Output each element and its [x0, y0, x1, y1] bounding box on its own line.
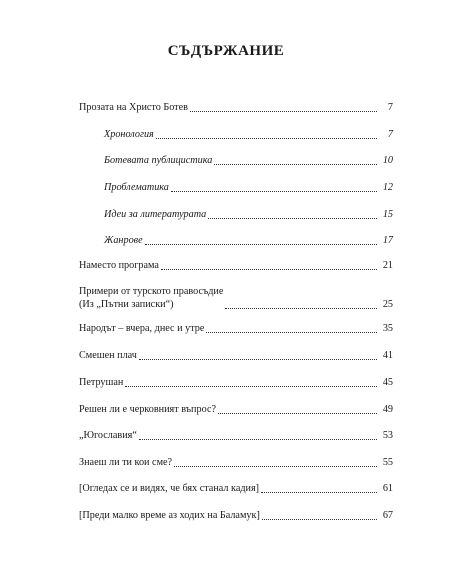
toc-entry[interactable]: [79, 285, 393, 311]
toc-page-number: 49: [382, 404, 393, 415]
dot-leader: [139, 358, 377, 360]
toc-page-number: 35: [382, 323, 393, 334]
dot-leader: [145, 243, 377, 245]
toc-page-number: 7: [387, 129, 393, 140]
toc-entry[interactable]: [79, 509, 393, 522]
toc-entry[interactable]: [79, 456, 393, 469]
toc-page-number: 55: [382, 457, 393, 468]
toc-entry-title: [Огледах се и видях, че бях станал кадия]: [79, 483, 260, 494]
dot-leader: [225, 307, 377, 309]
toc-entry-title: Проблематика: [104, 182, 169, 193]
toc-entry-title: Решен ли е черковният въпрос?: [79, 404, 216, 415]
toc-page-number: 15: [382, 209, 393, 220]
toc-entry[interactable]: [79, 101, 393, 114]
dot-leader: [262, 518, 377, 520]
toc-entry-title: Петрушан: [79, 377, 124, 388]
toc-entry[interactable]: [79, 403, 393, 416]
toc-subentry[interactable]: [104, 128, 393, 141]
toc-entry[interactable]: [79, 349, 393, 362]
dot-leader: [208, 217, 377, 219]
toc-page-number: 10: [382, 155, 393, 166]
dot-leader: [139, 438, 377, 440]
toc-entry[interactable]: [79, 259, 393, 272]
dot-leader: [161, 268, 377, 270]
dot-leader: [190, 110, 377, 112]
toc-subentry[interactable]: [104, 181, 393, 194]
toc-entry-title: Хронология: [104, 129, 154, 140]
toc-entry-title: Идеи за литературата: [104, 209, 207, 220]
toc-entry-title: „Югославия“: [79, 430, 137, 441]
toc-page-number: 61: [382, 483, 393, 494]
toc-subentry[interactable]: [104, 234, 393, 247]
dot-leader: [174, 465, 377, 467]
dot-leader: [218, 412, 377, 414]
toc-entry-title: [Преди малко време аз ходих на Баламук]: [79, 510, 260, 521]
toc-subentry[interactable]: [104, 208, 393, 221]
toc-page-number: 12: [382, 182, 393, 193]
toc-page-number: 25: [382, 299, 393, 310]
toc-entry-subtitle: (Из „Пътни записки“): [79, 299, 174, 310]
toc-page-number: 45: [382, 377, 393, 388]
toc-page-number: 17: [382, 235, 393, 246]
toc-page-number: 41: [382, 350, 393, 361]
toc-entry-title: Знаеш ли ти кои сме?: [79, 457, 173, 468]
toc-entry[interactable]: [79, 322, 393, 335]
toc-page-number: 67: [382, 510, 393, 521]
toc-page-number: 7: [387, 102, 393, 113]
toc-subentry[interactable]: [104, 154, 393, 167]
toc-entry[interactable]: [79, 376, 393, 389]
toc-entry-title-block: [79, 285, 223, 311]
dot-leader: [214, 163, 377, 165]
toc-entry[interactable]: [79, 482, 393, 495]
toc-entry-title: Народът – вчера, днес и утре: [79, 323, 205, 334]
toc-entry-title: Наместо програма: [79, 260, 159, 271]
toc-page-number: 53: [382, 430, 393, 441]
toc-entry-title: Жанрове: [104, 235, 143, 246]
toc-entry[interactable]: [79, 429, 393, 442]
dot-leader: [156, 137, 377, 139]
toc-entry-title: Смешен плач: [79, 350, 137, 361]
toc-page-number: 21: [382, 260, 393, 271]
toc-entry-title: Прозата на Христо Ботев: [79, 102, 188, 113]
dot-leader: [125, 385, 377, 387]
page-title: СЪДЪРЖАНИЕ: [167, 43, 285, 59]
dot-leader: [171, 190, 377, 192]
dot-leader: [206, 331, 377, 333]
dot-leader: [261, 491, 377, 493]
toc-entry-title: Примери от турското правосъдие: [79, 286, 224, 297]
toc-entry-title: Ботевата публицистика: [104, 155, 213, 166]
